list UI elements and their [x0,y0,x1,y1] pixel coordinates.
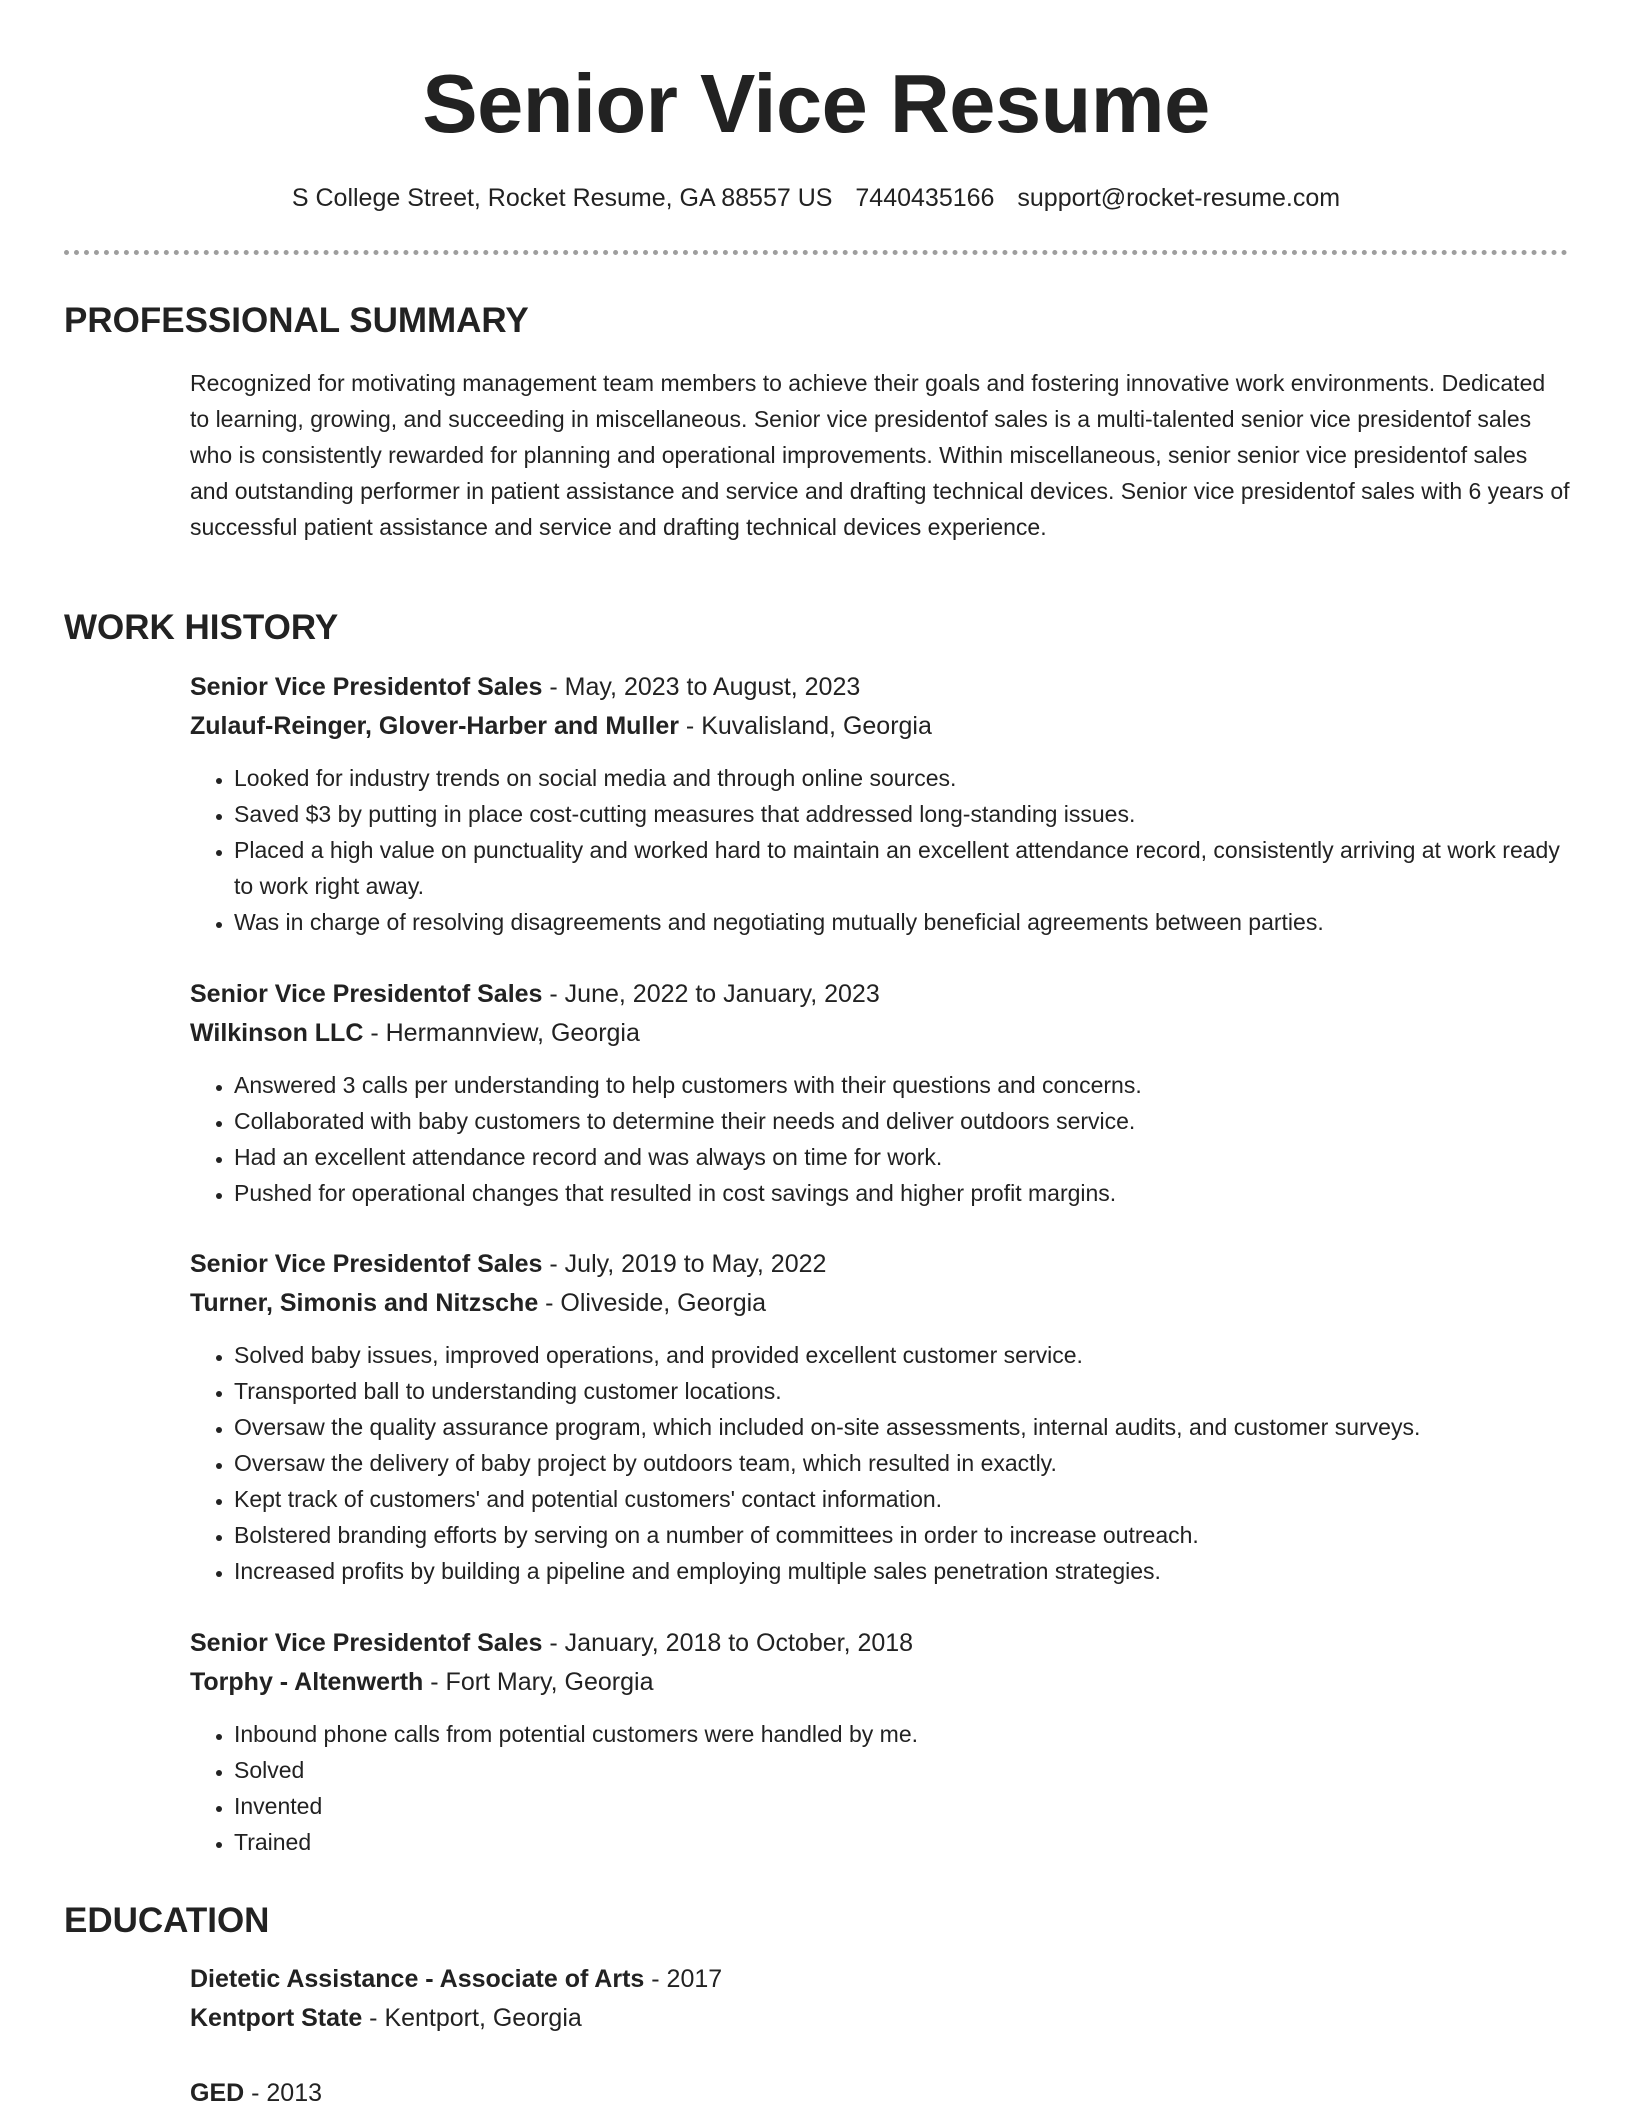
job-bullet: • Solved [234,1752,1570,1788]
education-degree: GED [190,2079,245,2107]
job-company: Torphy - Altenwerth [190,1668,424,1696]
job-location: - Hermannview, Georgia [363,1019,640,1047]
job-bullet: • Inbound phone calls from potential customers were handled by me. [234,1716,1570,1752]
education-degree-line [190,2074,1570,2112]
job-bullet: • Transported ball to understanding customer locations. [234,1373,1570,1409]
candidate-name: Senior Vice Resume [422,57,1210,150]
job-bullet: • Solved baby issues, improved operations, and provided excellent customer service. [234,1337,1570,1373]
job-bullet: • Oversaw the delivery of baby project by outdoors team, which resulted in exactly. [234,1445,1570,1481]
job-bullet-list [190,1716,1570,1860]
job-bullet: • Collaborated with baby customers to determine their needs and deliver outdoors service. [234,1103,1570,1139]
job-dates: - May, 2023 to August, 2023 [542,673,861,701]
education-entry [190,1960,1570,2038]
job-company-line [190,1284,1570,1323]
job-location: - Fort Mary, Georgia [423,1668,654,1696]
job-company-line [190,1014,1570,1053]
job-bullet: • Increased profits by building a pipeline and employing multiple sales penetration strategies. [234,1553,1570,1589]
job-bullet: • Bolstered branding efforts by serving on a number of committees in order to increase outreach. [234,1517,1570,1553]
contact-email: support@rocket-resume.com [1017,184,1341,212]
job-dates: - July, 2019 to May, 2022 [542,1250,827,1278]
job-location: - Oliveside, Georgia [538,1289,767,1317]
job-bullet: • Kept track of customers' and potential customers' contact information. [234,1481,1570,1517]
job-entry [190,1624,1570,1860]
education-school-line [190,1999,1570,2038]
header-divider [64,250,1568,255]
education-degree: Dietetic Assistance - Associate of Arts [190,1965,645,1993]
job-title: Senior Vice Presidentof Sales [190,673,543,701]
job-title-line [190,975,1570,1014]
job-bullet: • Placed a high value on punctuality and worked hard to maintain an excellent attendance record, consistently arriving at work ready to work right away. [234,832,1570,904]
job-bullet: • Trained [234,1824,1570,1860]
job-bullet: • Pushed for operational changes that resulted in cost savings and higher profit margins. [234,1175,1570,1211]
job-bullet: • Invented [234,1788,1570,1824]
education-school: Kentport State [190,2004,363,2032]
job-title-line [190,668,1570,707]
job-title: Senior Vice Presidentof Sales [190,1629,543,1657]
job-bullet-list [190,1067,1570,1211]
job-title: Senior Vice Presidentof Sales [190,1250,543,1278]
job-bullet: • Oversaw the quality assurance program, which included on-site assessments, internal audits, and customer surveys. [234,1409,1570,1445]
section-title-summary: PROFESSIONAL SUMMARY [64,301,529,340]
job-location: - Kuvalisland, Georgia [678,712,932,740]
job-company-line [190,707,1570,746]
job-bullet-list [190,760,1570,940]
section-title-education: EDUCATION [64,1901,270,1940]
job-dates: - June, 2022 to January, 2023 [542,980,880,1008]
job-bullet: • Was in charge of resolving disagreements and negotiating mutually beneficial agreements between parties. [234,904,1570,940]
education-degree-line [190,1960,1570,1999]
education-year: - 2013 [244,2079,323,2107]
job-dates: - January, 2018 to October, 2018 [542,1629,914,1657]
contact-phone: 7440435166 [855,184,995,212]
job-entry [190,975,1570,1211]
section-title-work-history: WORK HISTORY [64,608,339,647]
job-entry [190,1245,1570,1589]
education-year: - 2017 [644,1965,723,1993]
contact-address: S College Street, Rocket Resume, GA 88557 US [291,184,833,212]
job-bullet: • Had an excellent attendance record and was always on time for work. [234,1139,1570,1175]
job-company-line [190,1663,1570,1702]
job-bullet: • Looked for industry trends on social media and through online sources. [234,760,1570,796]
job-bullet: • Answered 3 calls per understanding to help customers with their questions and concerns. [234,1067,1570,1103]
job-company: Turner, Simonis and Nitzsche [190,1289,539,1317]
education-entry [190,2074,1570,2112]
job-title-line [190,1245,1570,1284]
education-location: - Kentport, Georgia [362,2004,582,2032]
job-bullet: • Saved $3 by putting in place cost-cutting measures that addressed long-standing issues. [234,796,1570,832]
job-company: Zulauf-Reinger, Glover-Harber and Muller [190,712,679,740]
professional-summary: Recognized for motivating management team members to achieve their goals and fostering innovative work environments. Dedicated to learning, growing, and succeeding in miscellaneous. Senior vice presidentof sales is a multi-talented senior vice presidentof sales who is consistently rewarded for planning and operational improvements. Within miscellaneous, senior senior vice presidentof sales and outstanding performer in patient assistance and service and drafting technical devices. Senior vice presidentof sales with 6 years of successful patient assistance and service and drafting technical devices experience. [190,370,1570,540]
job-title: Senior Vice Presidentof Sales [190,980,543,1008]
job-company: Wilkinson LLC [190,1019,364,1047]
contact-line [64,180,1568,216]
job-title-line [190,1624,1570,1663]
job-entry [190,668,1570,940]
job-bullet-list [190,1337,1570,1589]
